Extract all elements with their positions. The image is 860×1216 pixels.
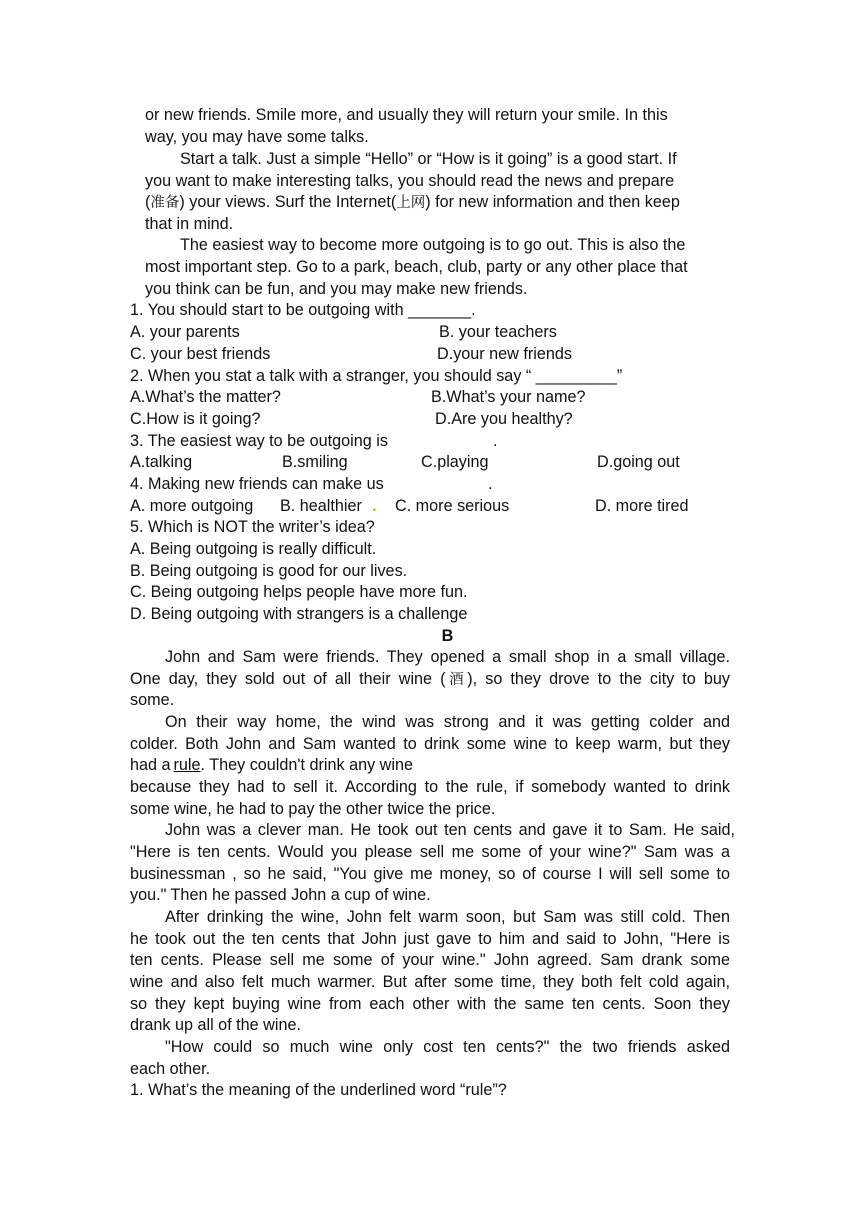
passage-b-line: ten cents. Please sell me some of your wine." John agreed. Sam drank some [130, 951, 730, 969]
passage-b-line: colder. Both John and Sam wanted to drink some wine to keep warm, but they [130, 735, 730, 753]
passage-b-line: each other. [130, 1060, 211, 1078]
answer-option: B. your teachers [439, 323, 557, 341]
passage-b-line: some wine, he had to pay the other twice the price. [130, 800, 496, 818]
answer-option: D. more tired [595, 497, 689, 515]
answer-option: B. Being outgoing is good for our lives. [130, 562, 408, 580]
passage-a-line: most important step. Go to a park, beach, club, party or any other place that [145, 258, 688, 276]
passage-b-line: One day, they sold out of all their wine (酒), so they drove to the city to buy [130, 670, 730, 688]
passage-a-line: that in mind. [145, 215, 234, 233]
passage-b-line: "How could so much wine only cost ten cents?" the two friends asked [165, 1038, 730, 1056]
answer-option: D. Being outgoing with strangers is a challenge [130, 605, 468, 623]
answer-option: C. Being outgoing helps people have more fun. [130, 583, 468, 601]
stray-dot: . [372, 497, 377, 515]
question-stem: 1. You should start to be outgoing with _______. [130, 301, 476, 319]
passage-b-line: "Here is ten cents. Would you please sell me some of your wine?" Sam was a [130, 843, 730, 861]
passage-b-line: he took out the ten cents that John just gave to him and said to John, "Here is [130, 930, 730, 948]
passage-b-line: because they had to sell it. According to the rule, if somebody wanted to drink [130, 778, 730, 796]
passage-b-line: John was a clever man. He took out ten cents and gave it to Sam. He said, [165, 821, 735, 839]
passage-b-line: had a rule. They couldn't drink any wine [130, 756, 413, 774]
question-stem: 1. What’s the meaning of the underlined word “rule”? [130, 1081, 507, 1099]
answer-option: C.How is it going? [130, 410, 261, 428]
passage-a-line: way, you may have some talks. [145, 128, 369, 146]
answer-option: B. healthier [280, 497, 362, 515]
passage-b-line: wine and also felt much warmer. But after some time, they both felt cold again, [130, 973, 730, 991]
answer-option: C. more serious [395, 497, 510, 515]
blank-period: . [488, 475, 493, 493]
passage-b-line: On their way home, the wind was strong and it was getting colder and [165, 713, 730, 731]
underlined-word: rule [173, 756, 201, 774]
answer-option: A. more outgoing [130, 497, 254, 515]
section-heading: B [441, 627, 454, 645]
passage-b-line: After drinking the wine, John felt warm soon, but Sam was still cold. Then [165, 908, 730, 926]
passage-a-line: or new friends. Smile more, and usually they will return your smile. In this [145, 106, 668, 124]
passage-b-line: you." Then he passed John a cup of wine. [130, 886, 431, 904]
question-stem: 5. Which is NOT the writer’s idea? [130, 518, 375, 536]
passage-a-line: you want to make interesting talks, you should read the news and prepare [145, 172, 675, 190]
question-stem: 2. When you stat a talk with a stranger, you should say “ _________” [130, 367, 623, 385]
passage-a-line: The easiest way to become more outgoing is to go out. This is also the [180, 236, 686, 254]
chinese-gloss: 酒 [445, 672, 468, 688]
passage-b-line: businessman , so he said, "You give me money, so of course I will sell some to [130, 865, 730, 883]
answer-option: A. your parents [130, 323, 240, 341]
answer-option: A.What’s the matter? [130, 388, 281, 406]
answer-option: B.smiling [282, 453, 348, 471]
answer-option: D.your new friends [437, 345, 572, 363]
answer-option: B.What’s your name? [431, 388, 586, 406]
question-stem: 4. Making new friends can make us [130, 475, 384, 493]
chinese-gloss: 准备 [150, 195, 180, 211]
answer-option: C.playing [421, 453, 489, 471]
answer-option: D.going out [597, 453, 680, 471]
question-stem: 3. The easiest way to be outgoing is [130, 432, 388, 450]
chinese-gloss: 上网 [396, 195, 426, 211]
passage-a-line: (准备) your views. Surf the Internet(上网) for new information and then keep [145, 193, 680, 211]
passage-b-line: John and Sam were friends. They opened a small shop in a small village. [165, 648, 730, 666]
answer-option: C. your best friends [130, 345, 271, 363]
blank-period: . [493, 432, 498, 450]
answer-option: A. Being outgoing is really difficult. [130, 540, 377, 558]
passage-b-line: drank up all of the wine. [130, 1016, 301, 1034]
passage-a-line: you think can be fun, and you may make new friends. [145, 280, 528, 298]
passage-a-line: Start a talk. Just a simple “Hello” or “How is it going” is a good start. If [180, 150, 677, 168]
passage-b-line: some. [130, 691, 175, 709]
passage-b-line: so they kept buying wine from each other with the same ten cents. Soon they [130, 995, 730, 1013]
answer-option: A.talking [130, 453, 193, 471]
answer-option: D.Are you healthy? [435, 410, 573, 428]
